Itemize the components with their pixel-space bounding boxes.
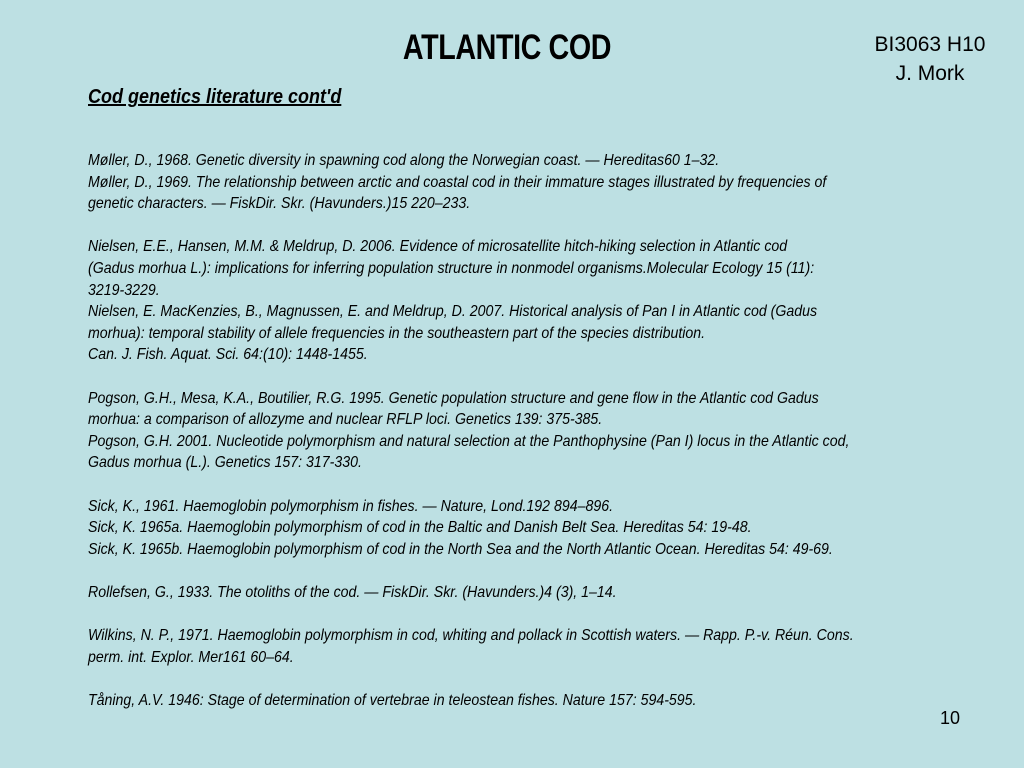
reference-line: Pogson, G.H. 2001. Nucleotide polymorphism and natural selection at the Panthophysine (Pan I) locus in the Atlantic cod, [88, 432, 850, 450]
reference-line: Wilkins, N. P., 1971. Haemoglobin polymorphism in cod, whiting and pollack in Scottish waters. — Rapp. P.-v. Réun. Cons. [88, 627, 854, 645]
reference-line: Nielsen, E. MacKenzies, B., Magnussen, E. and Meldrup, D. 2007. Historical analysis of Pan I in Atlantic cod (Gadus [88, 303, 818, 321]
reference-spacer [88, 474, 973, 496]
reference-line: genetic characters. — FiskDir. Skr. (Havunders.)15 220–233. [88, 195, 471, 213]
reference-line: Tåning, A.V. 1946: Stage of determination of vertebrae in teleostean fishes. Nature 157: 594-595. [88, 691, 697, 709]
course-info [840, 30, 1020, 88]
reference-spacer [88, 668, 973, 690]
reference-line: Gadus morhua (L.). Genetics 157: 317-330. [88, 454, 362, 472]
slide-subtitle: Cod genetics literature cont'd [88, 86, 342, 108]
course-code: BI3063 H10 [874, 33, 986, 56]
page-number: 10 [940, 708, 961, 728]
reference-spacer [88, 603, 973, 625]
reference-line: Sick, K. 1965a. Haemoglobin polymorphism of cod in the Baltic and Danish Belt Sea. Hereditas 54: 19-48. [88, 519, 752, 537]
reference-line: Møller, D., 1968. Genetic diversity in spawning cod along the Norwegian coast. — Hereditas60 1–32. [88, 152, 720, 169]
reference-line: morhua): temporal stability of allele frequencies in the southeastern part of the species distribution. [88, 324, 706, 342]
reference-spacer [88, 366, 973, 388]
reference-line: perm. int. Explor. Mer161 60–64. [88, 648, 294, 666]
reference-line: Nielsen, E.E., Hansen, M.M. & Meldrup, D. 2006. Evidence of microsatellite hitch-hiking selection in Atlantic cod [88, 238, 788, 256]
reference-line: Møller, D., 1969. The relationship between arctic and coastal cod in their immature stages illustrated by frequencies of [88, 173, 827, 191]
slide-title: ATLANTIC COD [402, 28, 612, 67]
reference-spacer [88, 215, 973, 237]
reference-line: Pogson, G.H., Mesa, K.A., Boutilier, R.G. 1995. Genetic population structure and gene flow in the Atlantic cod Gadus [88, 389, 819, 407]
reference-line: Rollefsen, G., 1933. The otoliths of the cod. — FiskDir. Skr. (Havunders.)4 (3), 1–14. [88, 583, 617, 601]
reference-line: Can. J. Fish. Aquat. Sci. 64:(10): 1448-1455. [88, 346, 368, 364]
reference-line: 3219-3229. [88, 281, 160, 299]
reference-line: (Gadus morhua L.): implications for inferring population structure in nonmodel organisms.Molecular Ecology 15 (11): [88, 259, 815, 277]
reference-spacer [88, 560, 973, 582]
course-author: J. Mork [895, 62, 965, 85]
reference-line: Sick, K., 1961. Haemoglobin polymorphism in fishes. — Nature, Lond.192 894–896. [88, 497, 614, 515]
reference-list [88, 150, 973, 711]
reference-line: Sick, K. 1965b. Haemoglobin polymorphism of cod in the North Sea and the North Atlantic Ocean. Hereditas 54: 49-69. [88, 540, 833, 558]
reference-line: morhua: a comparison of allozyme and nuclear RFLP loci. Genetics 139: 375-385. [88, 411, 603, 429]
